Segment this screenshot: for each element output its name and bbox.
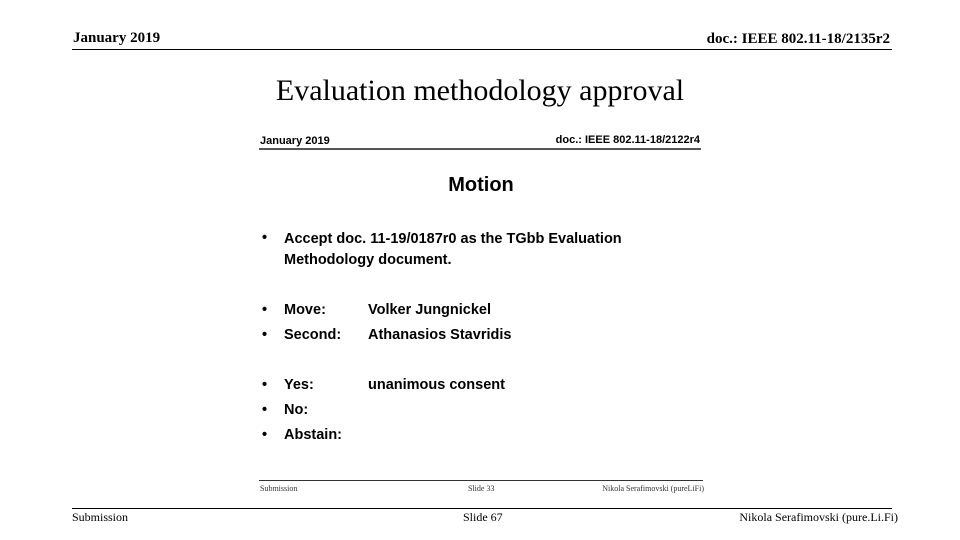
slide-title: Evaluation methodology approval (275, 74, 685, 107)
embedded-footer-left: Submission (260, 484, 298, 493)
second-label: Second: (284, 327, 342, 343)
header-date: January 2019 (73, 30, 161, 46)
second-value: Athanasios Stavridis (368, 327, 512, 343)
motion-text: Accept doc. 11-19/0187r0 as the TGbb Evaluation Methodology document. (284, 231, 622, 268)
footer-left: Submission (72, 510, 129, 524)
embedded-slide-image (256, 130, 706, 495)
header-divider (72, 49, 892, 50)
yes-value: unanimous consent (368, 377, 505, 393)
bullet-icon: • (262, 230, 268, 246)
no-label: No: (284, 402, 309, 418)
footer-slide-number: Slide 67 (463, 510, 503, 524)
embedded-header-doc-number: doc.: IEEE 802.11-18/2122r4 (555, 134, 700, 146)
footer-author: Nikola Serafimovski (pure.Li.Fi) (739, 510, 898, 524)
footer-divider (72, 508, 892, 509)
bullet-icon: • (262, 302, 268, 318)
embedded-slide-title: Motion (448, 174, 514, 196)
embedded-footer-slide-number: Slide 33 (468, 484, 495, 493)
embedded-header-date: January 2019 (260, 135, 330, 147)
bullet-icon: • (262, 402, 268, 418)
yes-label: Yes: (284, 377, 314, 393)
move-label: Move: (284, 302, 326, 318)
abstain-label: Abstain: (284, 427, 342, 443)
embedded-footer-right: Nikola Serafimovski (pureLiFi) (602, 484, 704, 493)
bullet-icon: • (262, 427, 268, 443)
bullet-icon: • (262, 327, 268, 343)
header-doc-number: doc.: IEEE 802.11-18/2135r2 (706, 31, 890, 47)
embedded-header-divider (259, 148, 701, 150)
embedded-footer-divider (259, 480, 703, 481)
bullet-icon: • (262, 377, 268, 393)
move-value: Volker Jungnickel (368, 302, 492, 318)
